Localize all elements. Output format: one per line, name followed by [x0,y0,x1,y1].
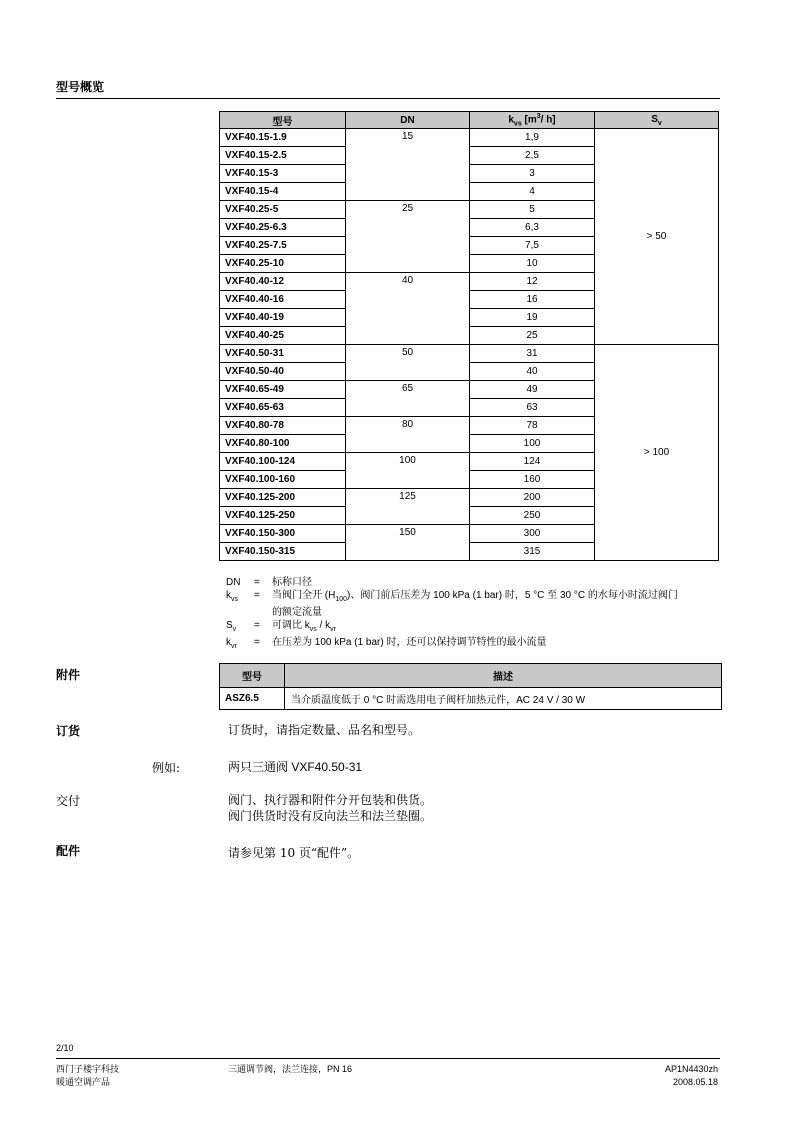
header-sv: $S_v$ [595,112,719,129]
kvs-value: 6,3 [470,219,595,237]
accessories-header-model: 型号 [220,664,285,688]
sv-value: > 100 [595,345,719,561]
dn-value: 80 [346,417,470,453]
kvs-value: 5 [470,201,595,219]
accessories-header-desc: 描述 [285,664,722,688]
kvs-value: 49 [470,381,595,399]
accessories-label: 附件 [56,668,81,682]
dn-value: 100 [346,453,470,489]
footer-doc-title: 三通调节阀，法兰连接，PN 16 [228,1064,353,1074]
kvs-value: 16 [470,291,595,309]
example-text: 两只三通阀 VXF40.50-31 [228,760,363,774]
table-row-model: VXF40.25-5 [220,201,346,219]
kvs-value: 315 [470,543,595,561]
accessories-table [219,663,722,710]
legend-row-kvr: $k_{vr}$ = 在压差为 100 kPa (1 bar) 时，还可以保持调节特性的最小流量 [226,637,547,650]
legend-row-sv: $S_v$ = 可调比 $k_{vs} / k_{vr}$ [226,620,336,633]
spare-parts-text: 请参见第 10 页“配件”。 [228,846,360,860]
dn-value: 65 [346,381,470,417]
header-divider [56,98,720,99]
kvs-value: 7,5 [470,237,595,255]
ordering-text: 订货时，请指定数量、品名和型号。 [228,723,421,737]
delivery-line-2: 阀门供货时没有反向法兰和法兰垫圈。 [228,809,433,823]
table-row-model: VXF40.25-6.3 [220,219,346,237]
kvs-value: 124 [470,453,595,471]
dn-value: 125 [346,489,470,525]
table-row-model: VXF40.25-7.5 [220,237,346,255]
table-row-model: VXF40.40-25 [220,327,346,345]
table-row-model: VXF40.80-78 [220,417,346,435]
table-row-model: VXF40.15-3 [220,165,346,183]
table-row-model: VXF40.80-100 [220,435,346,453]
legend-row-dn: DN = 标称口径 [226,577,312,588]
table-row-model: VXF40.100-160 [220,471,346,489]
dn-value: 25 [346,201,470,273]
dn-value: 40 [346,273,470,345]
kvs-value: 2,5 [470,147,595,165]
table-row-model: VXF40.65-63 [220,399,346,417]
example-label: 例如: [152,761,181,775]
kvs-value: 19 [470,309,595,327]
dn-value: 50 [346,345,470,381]
section-title: 型号概览 [56,80,105,94]
kvs-value: 31 [470,345,595,363]
legend [226,576,742,653]
delivery-line-1: 阀门、执行器和附件分开包装和供货。 [228,793,433,807]
kvs-value: 160 [470,471,595,489]
accessory-description: 当介质温度低于 0 °C 时需选用电子阀杆加热元件，AC 24 V / 30 W [285,688,722,710]
spare-parts-label: 配件 [56,844,81,858]
kvs-value: 78 [470,417,595,435]
page-number: 2/10 [56,1043,74,1053]
kvs-value: 40 [470,363,595,381]
kvs-value: 3 [470,165,595,183]
table-row-model: VXF40.50-31 [220,345,346,363]
dn-value: 15 [346,129,470,201]
sv-value: > 50 [595,129,719,345]
kvs-value: 4 [470,183,595,201]
header-kvs: $k_{vs}$ [$m^3/$ h] [470,112,595,129]
kvs-value: 250 [470,507,595,525]
header-dn: DN [346,112,470,129]
header-model: 型号 [220,112,346,129]
kvs-value: 10 [470,255,595,273]
table-row-model: VXF40.50-40 [220,363,346,381]
table-row-model: VXF40.25-10 [220,255,346,273]
ordering-label: 订货 [56,724,81,738]
legend-row-kvs: $k_{vs}$ = 当阀门全开 $(H_{100})$、阀门前后压差为 100 kPa (1 bar) 时，5 °C 至 30 °C 的水每小时流过阀门 的额定流量 [226,590,678,618]
table-row-model: VXF40.40-19 [220,309,346,327]
table-row-model: VXF40.150-300 [220,525,346,543]
delivery-label: 交付 [56,794,81,808]
footer-doc-id: AP1N4430zh 2008.05.18 [664,1064,718,1087]
table-row-model: VXF40.125-250 [220,507,346,525]
dn-value: 150 [346,525,470,561]
footer-company: 西门子楼宇科技 暖通空调产品 [56,1064,120,1087]
kvs-value: 200 [470,489,595,507]
model-overview-table [219,111,719,561]
table-row-model: VXF40.125-200 [220,489,346,507]
table-row-model: VXF40.15-4 [220,183,346,201]
table-row-model: VXF40.40-16 [220,291,346,309]
table-row-model: VXF40.15-2.5 [220,147,346,165]
accessory-model: ASZ6.5 [220,688,285,710]
table-row-model: VXF40.15-1.9 [220,129,346,147]
table-row-model: VXF40.40-12 [220,273,346,291]
kvs-value: 1,9 [470,129,595,147]
kvs-value: 25 [470,327,595,345]
kvs-value: 100 [470,435,595,453]
footer-divider [56,1058,720,1059]
table-row-model: VXF40.150-315 [220,543,346,561]
kvs-value: 63 [470,399,595,417]
table-row-model: VXF40.100-124 [220,453,346,471]
kvs-value: 12 [470,273,595,291]
table-row-model: VXF40.65-49 [220,381,346,399]
kvs-value: 300 [470,525,595,543]
